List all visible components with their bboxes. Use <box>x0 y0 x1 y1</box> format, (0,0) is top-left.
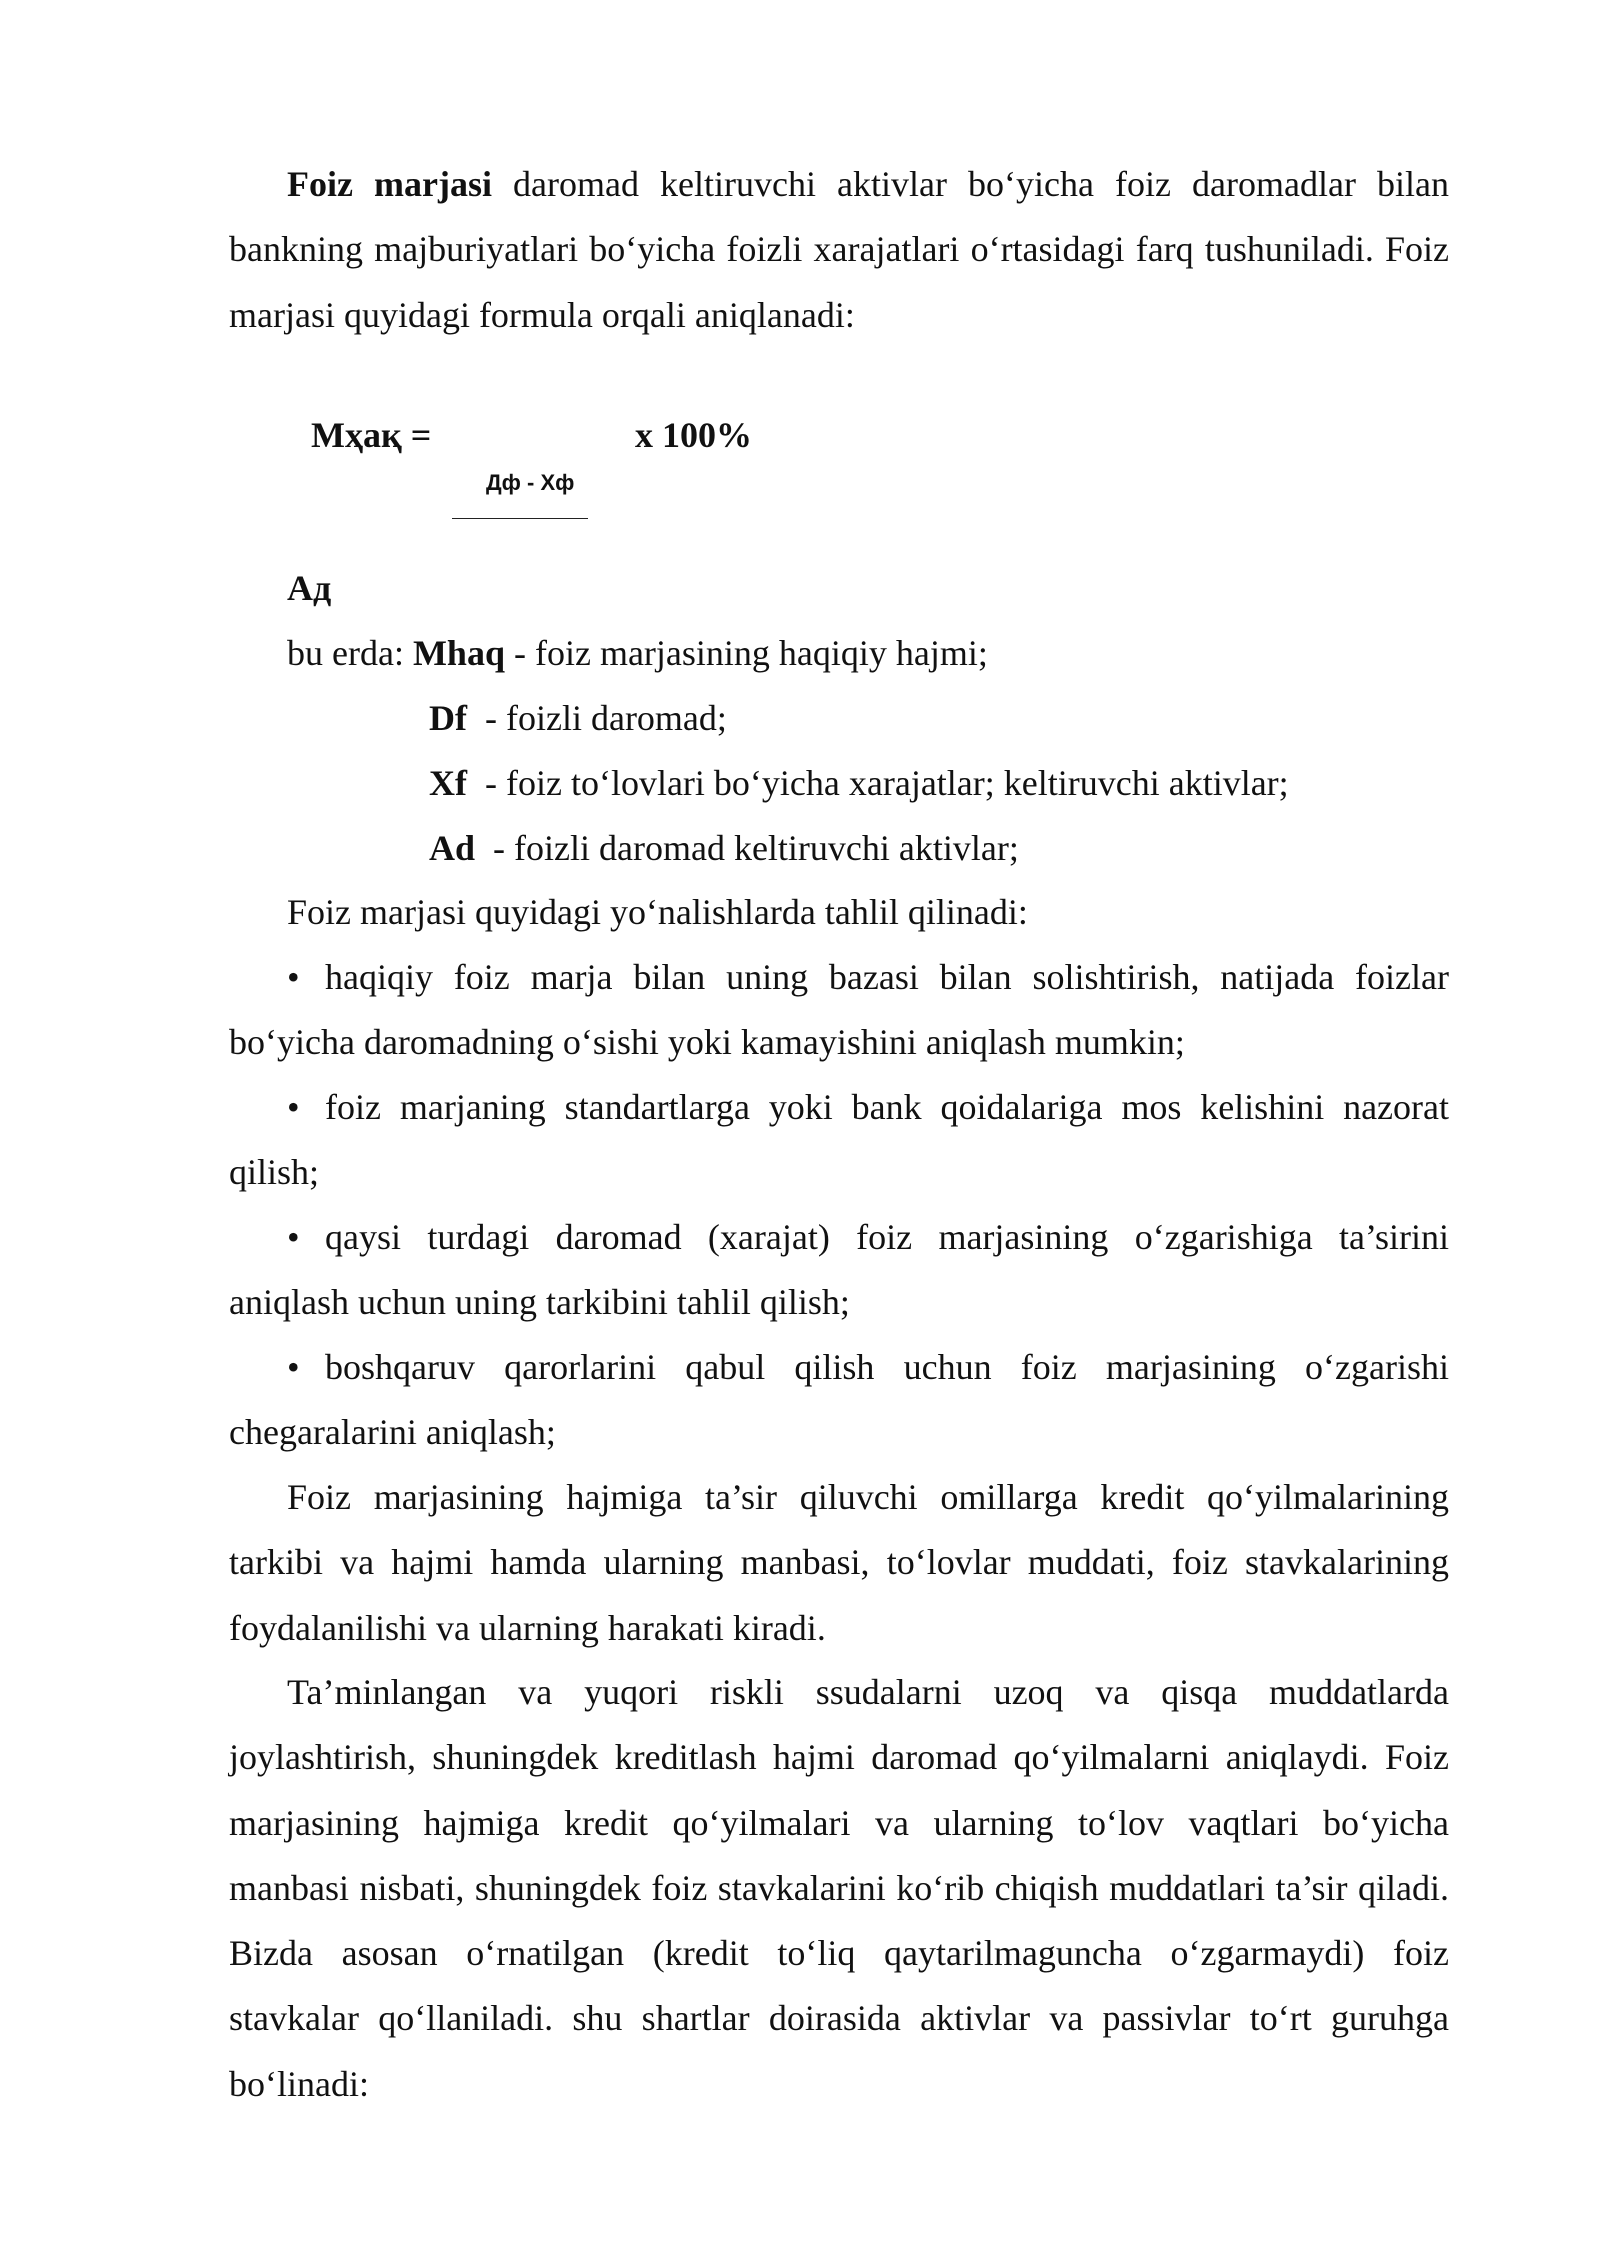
bullet-icon: • <box>287 957 300 997</box>
body-paragraph: Foiz marjasining hajmiga ta’sir qiluvchi omillarga kredit qo‘yilmalarining tarkibi va hajmi hamda ularning manbasi, to‘lovlar muddati, foiz stavkalarining foydalanilishi va ularning harakati kiradi. <box>229 1477 1449 1648</box>
bullet-text: haqiqiy foiz marja bilan uning bazasi bilan solishtirish, natijada foizlar bo‘yicha daromadning o‘sishi yoki kamayishini aniqlash mumkin; <box>229 957 1449 1063</box>
bullet-text: qaysi turdagi daromad (xarajat) foiz marjasining o‘zgarishiga ta’sirini aniqlash uchun uning tarkibini tahlil qilish; <box>229 1217 1449 1323</box>
definition-symbol: Ad <box>429 828 476 868</box>
definition-intro <box>287 631 988 675</box>
formula-denominator: Ад <box>287 568 332 608</box>
bullet-item <box>229 945 1449 1076</box>
bullet-text: boshqaruv qarorlarini qabul qilish uchun foiz marjasining o‘zgarishi chegaralarini aniqlash; <box>229 1347 1449 1453</box>
formula-numerator: Дф - Хф <box>486 470 575 495</box>
definition-intro-desc: - foiz marjasining haqiqiy hajmi; <box>504 633 988 673</box>
bullet-icon: • <box>287 1217 300 1257</box>
analysis-intro: Foiz marjasi quyidagi yo‘nalishlarda tahlil qilinadi: <box>287 892 1028 932</box>
definition-item <box>429 761 1289 805</box>
intro-paragraph <box>229 152 1449 348</box>
bullet-icon: • <box>287 1347 300 1387</box>
definition-symbol: Xf <box>429 763 467 803</box>
intro-term: Foiz marjasi <box>287 164 492 204</box>
definition-item <box>429 696 727 740</box>
bullet-item <box>229 1075 1449 1206</box>
definition-desc: - foizli daromad; <box>467 698 727 738</box>
fraction-bar <box>452 518 588 519</box>
intro-text: daromad keltiruvchi aktivlar bo‘yicha foiz daromadlar bilan bankning majburiyatlari bo‘yicha foizli xarajatlari o‘rtasidagi farq tushuniladi. Foiz marjasi quyidagi formula orqali aniqlanadi: <box>229 164 1450 335</box>
definition-intro-symbol: Mhaq <box>412 633 505 673</box>
formula-lhs: Mҳақ = <box>311 415 432 455</box>
body-paragraph: Ta’minlangan va yuqori riskli ssudalarni uzoq va qisqa muddatlarda joylashtirish, shuningdek kreditlash hajmi daromad qo‘yilmalarni aniqlaydi. Foiz marjasining hajmiga kredit qo‘yilmalari va ularning to‘lov vaqtlari bo‘yicha manbasi nisbati, shuningdek foiz stavkalarini ko‘rib chiqish muddatlari ta’sir qiladi. Bizda asosan o‘rnatilgan (kredit to‘liq qaytarilmaguncha o‘zgarmaydi) foiz stavkalar qo‘llaniladi. shu shartlar doirasida aktivlar va passivlar to‘rt guruhga bo‘linadi: <box>229 1672 1449 2104</box>
bullet-item <box>229 1335 1449 1466</box>
definition-symbol: Df <box>429 698 467 738</box>
definition-item <box>429 826 1019 870</box>
definition-desc: - foiz to‘lovlari bo‘yicha xarajatlar; keltiruvchi aktivlar; <box>467 763 1289 803</box>
bullet-icon: • <box>287 1087 300 1127</box>
definition-desc: - foizli daromad keltiruvchi aktivlar; <box>475 828 1019 868</box>
bullet-text: foiz marjaning standartlarga yoki bank qoidalariga mos kelishini nazorat qilish; <box>229 1087 1449 1193</box>
formula-multiplier: x 100% <box>635 415 752 455</box>
bullet-item <box>229 1205 1449 1336</box>
definition-intro-text: bu erda: <box>287 633 413 673</box>
